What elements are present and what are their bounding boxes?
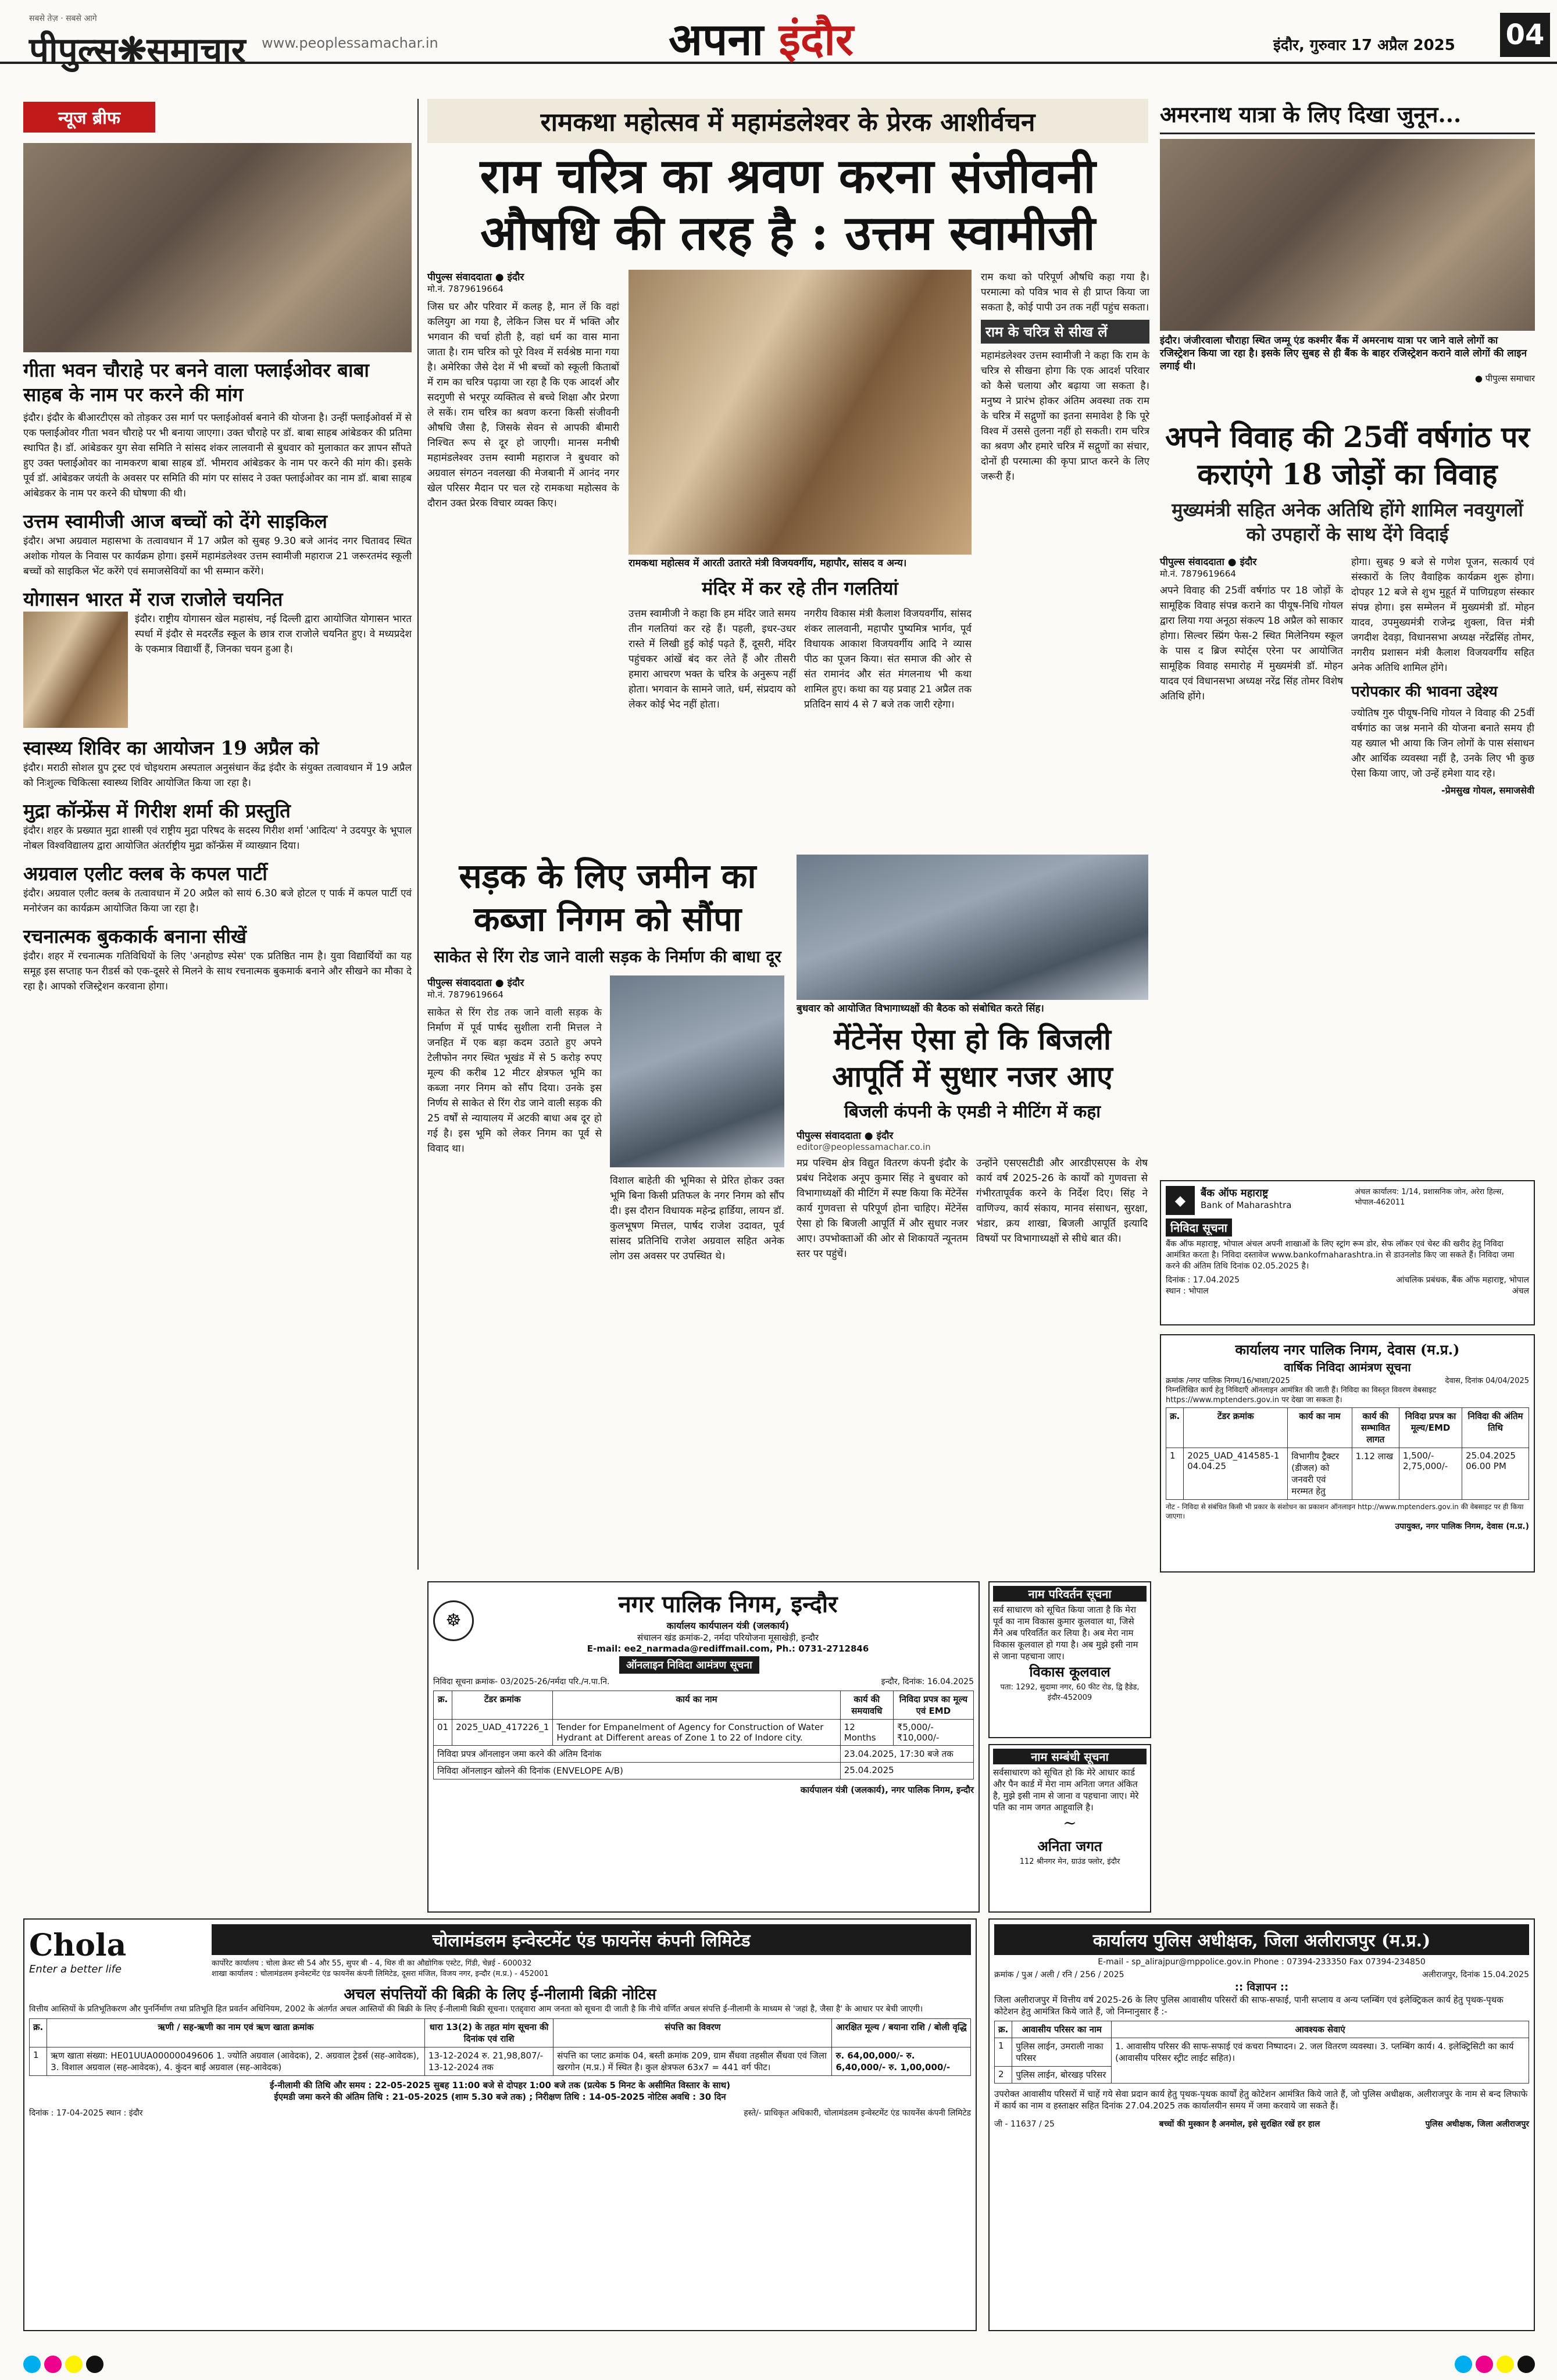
dewas-sign: उपायुक्त, नगर पालिक निगम, देवास (म.प्र.) <box>1395 1522 1529 1531</box>
page-number: 04 <box>1500 13 1550 57</box>
imc-title: नगर पालिक निगम, इन्दौर <box>618 1591 838 1618</box>
dewas-tender-ad <box>1160 1334 1535 1573</box>
imc-th: निविदा प्रपत्र का मूल्य एवं EMD <box>893 1691 973 1720</box>
chola-intro: वित्तीय आस्तियों के प्रतिभूतिकरण और पुनर्निर्माण तथा प्रतिभूति हित प्रवर्तन अधिनियम, 2002 के अंतर्गत अचल आस्तियों की बिक्री के लिए ई-नीलामी बिक्री सूचना। एतद्द्वारा आम जनता को सूचना दी जाती है कि नीचे वर्णित अचल संपत्ति ई-नीलामी के माध्यम से 'जहां है, जैसा है' के आधार पर बेची जाएगी। <box>29 2004 923 2014</box>
wedding-mobile: मो.नं. 7879619664 <box>1160 569 1236 579</box>
brief-body-2: इंदौर। राष्ट्रीय योगासन खेल महासंघ, नई दिल्ली द्वारा आयोजित योगासन भारत स्पर्धा में इंदौर से मदरलैंड स्कूल के छात्र राज राजोले चयनित हुए। वे मध्यप्रदेश के एकमात्र विद्यार्थी हैं, जिनका चयन हुआ है। <box>135 613 412 655</box>
lead-body-3: नगरीय विकास मंत्री कैलाश विजयवर्गीय, सांसद शंकर लालवानी, महापौर पुष्यमित्र भार्गव, पूर्व विधायक आकाश विजयवर्गीय आदि ने व्यास पीठ का पूजन किया। संत समाज की ओर से संत रामानंद और संत मंगलनाथ भी कथा शामिल हुए। कथा का यह प्रवाह 21 अप्रैल तक प्रतिदिन सायं 4 से 7 बजे तक जारी रहेगा। <box>804 608 972 710</box>
dewas-date: देवास, दिनांक 04/04/2025 <box>1445 1377 1529 1385</box>
imc-deadline-value: 23.04.2025, 17:30 बजे तक <box>840 1746 973 1763</box>
brief-title-4: मुद्रा कॉन्फ्रेंस में गिरीश शर्मा की प्रस्तुति <box>23 799 291 822</box>
power-body-2: उन्होंने एसएसटीडी और आरडीएसएस के शेष कार्य वर्ष 2025-26 के कार्यों को गुणवत्ता से गंभीरतापूर्वक करने के निर्देश दिए। सिंह ने वाणिज्य, कार्य संकाय, मानव संसाधन, सुरक्षा, भंडार, क्रय शाखा, बिजली आपूर्ति इत्यादि विषयों पर विभागाध्यक्षों से सीधे बात की। <box>976 1157 1148 1245</box>
brief-body-3: इंदौर। मराठी सोशल ग्रुप ट्रस्ट एवं चोइथराम अस्पताल अनुसंधान केंद्र इंदौर के संयुक्त तत्वावधान में 19 अप्रैल को निःशुल्क चिकित्सा स्वास्थ्य शिविर आयोजित किया जा रहा है। <box>23 762 412 789</box>
lead-headline: राम चरित्र का श्रवण करना संजीवनी औषधि की तरह है : उत्तम स्वामीजी <box>480 148 1096 261</box>
imc-th: क्र. <box>434 1691 452 1720</box>
bank-name: बैंक ऑफ महाराष्ट्र <box>1201 1187 1269 1199</box>
dewas-th: क्र. <box>1166 1408 1184 1448</box>
name-relation-notice <box>988 1744 1151 1913</box>
chola-brand-tag: Enter a better life <box>29 1963 122 1975</box>
amarnath-feature <box>1160 99 1535 401</box>
police-quotation-ad <box>988 1918 1535 2331</box>
dewas-td: 1.12 लाख <box>1352 1448 1399 1500</box>
imc-th: कार्य की समयावधि <box>840 1691 893 1720</box>
signature-mark: ~ <box>1063 1813 1077 1832</box>
imc-office: कार्यालय कार्यपालन यंत्री (जलकार्य) <box>666 1620 790 1631</box>
imc-tender-ad <box>427 1581 980 1913</box>
road-deck: साकेत से रिंग रोड जाने वाली सड़क के निर्माण की बाधा दूर <box>434 947 781 966</box>
lead-body-5: महामंडलेश्वर उत्तम स्वामीजी ने कहा कि राम के चरित्र से सीखना होगा कि एक आदर्श परिवार को कैसे चलाया और बढ़ाया जा सकता है। मनुष्य ने प्रारंभ होकर अंतिम अवस्था तक राम के चरित्र में सद्गुणों का इतना समावेश है कि पूरे विश्व में उससे तुलना नहीं हो सकती। राम चरित्र का श्रवण और हमारे चरित्र में सद्गुणों का संचार, दोनों ही परमात्मा की कृपा प्राप्त करने के लिए जरूरी हैं। <box>981 350 1149 483</box>
imc-td: Tender for Empanelment of Agency for Construction of Water Hydrant at Different areas of Zone 1 to 22 of Indore city. <box>553 1720 840 1746</box>
imc-th: टेंडर क्रमांक <box>452 1691 553 1720</box>
imc-date: इन्दौर, दिनांक: 16.04.2025 <box>881 1677 974 1686</box>
table-row <box>995 2038 1529 2067</box>
wedding-byline: पीपुल्स संवाददाता ● इंदौर <box>1160 556 1257 568</box>
section-title-a: अपना <box>669 13 779 65</box>
police-intro: जिला अलीराजपुर में वित्तीय वर्ष 2025-26 के लिए पुलिस आवासीय परिसरों की साफ-सफाई, पानी सप्लाय व अन्य प्लम्बिंग एवं इलेक्ट्रिकल कार्य हेतु पृथक-पृथक कोटेशन हेतु आमंत्रित किये जाते हैं, जो निम्नानुसार हैं :- <box>994 1995 1504 2017</box>
wedding-headline: अपने विवाह की 25वीं वर्षगांठ पर कराएंगे 18 जोड़ों का विवाह <box>1165 420 1530 491</box>
dewas-td: विभागीय ट्रैक्टर (डीजल) को जनवरी एवं मरम्मत हेतु <box>1288 1448 1352 1500</box>
bank-notice-title: निविदा सूचना <box>1166 1218 1232 1237</box>
dewas-td: 25.04.2025 06.00 PM <box>1462 1448 1529 1500</box>
name-relation-title: नाम सम्बंधी सूचना <box>993 1749 1147 1764</box>
chola-company: चोलामंडलम इन्वेस्टमेंट एंड फायनेंस कंपनी लिमिटेड <box>212 1924 971 1955</box>
wedding-deck: मुख्यमंत्री सहित अनेक अतिथि होंगे शामिल नवयुगलों को उपहारों के साथ देंगे विदाई <box>1172 499 1523 545</box>
wedding-story <box>1160 419 1535 1174</box>
imc-sign: कार्यपालन यंत्री (जलकार्य), नगर पालिक निगम, इन्दौर <box>800 1785 974 1795</box>
lead-kicker: रामकथा महोत्सव में महामंडलेश्वर के प्रेरक आशीर्वचन <box>427 99 1148 143</box>
police-slogan: बच्चों की मुस्कान है अनमोल, इसे सुरक्षित रखें हर हाल <box>1159 2120 1320 2129</box>
name-relation-body: सर्वसाधारण को सूचित हो कि मेरे आधार कार्ड और पैन कार्ड में मेरा नाम अनिता जगत अंकित है, मुझे इसी नाम से जाना व पहचाना जाए। मेरे पति का नाम जगत आहूवालि है। <box>993 1767 1139 1813</box>
dewas-note: नोट - निविदा से संबंधित किसी भी प्रकार के संशोधन का प्रकाशन ऑनलाइन http://www.mptenders.gov.in की वेबसाइट पर ही किया जाएगा। <box>1166 1503 1524 1520</box>
police-th: क्र. <box>995 2021 1012 2038</box>
lead-body-2: उत्तम स्वामीजी ने कहा कि हम मंदिर जाते समय तीन गलतियां कर रहे हैं। पहली, इधर-उधर रास्ते में लिखी हुई कोई पढ़ते हैं, दूसरी, मंदिर पहुंचकर आंखें बंद कर लेते हैं और तीसरी हमारा आचरण भक्त के चरित्र के अनुरूप नहीं होता। भगवान के सामने जाते, धर्म, संप्रदाय को लेकर कोई भेद नहीं होता। <box>628 608 796 710</box>
bank-tender-ad <box>1160 1180 1535 1325</box>
chola-td: संपत्ति का प्लाट क्रमांक 04, बस्ती क्रमांक 209, ग्राम सैंधवा तहसील सैंधवा एवं जिला खरगोन (म.प्र.) में स्थित है। कुल क्षेत्रफल 63x7 = 441 वर्ग फीट। <box>553 2047 832 2076</box>
imc-sub: संचालन खंड क्रमांक-2, नर्मदा परियोजना मूसाखेड़ी, इन्दौर <box>637 1632 819 1643</box>
chola-logo <box>29 1928 203 1975</box>
police-td: 1 <box>995 2038 1012 2067</box>
imc-table <box>433 1691 974 1779</box>
wedding-body-3: ज्योतिष गुरु पीयूष-निधि गोयल ने विवाह की 25वीं वर्षगांठ का जश्न मनाने की योजना बनाते समय ही यह ख्याल भी आया कि जिन लोगों के पास संसाधन और आर्थिक व्यवस्था नहीं है, उनके लिए भी कुछ ऐसा किया जाए, जो उन्हें हमेशा याद रहे। <box>1351 707 1534 780</box>
chola-auction-dates: ई-नीलामी की तिथि और समय : 22-05-2025 सुबह 11:00 बजे से दोपहर 1:00 बजे तक (प्रत्येक 5 मिनट के असीमित विस्तार के साथ) <box>269 2080 731 2090</box>
magenta-mark-icon <box>1476 2356 1493 2373</box>
name-change-address: पता: 1292, सुदामा नगर, 60 फीट रोड, द्वि हैडेड, इंदौर-452009 <box>1000 1683 1140 1702</box>
road-byline: पीपुल्स संवाददाता ● इंदौर <box>427 977 524 989</box>
newspaper-logo <box>29 13 245 73</box>
power-headline: मेंटेनेंस ऐसा हो कि बिजली आपूर्ति में सुधार नजर आए <box>832 1022 1113 1093</box>
student-photo <box>23 612 128 728</box>
dewas-th: निविदा की अंतिम तिथि <box>1462 1408 1529 1448</box>
registration-marks <box>23 2356 1535 2377</box>
road-photo <box>610 975 784 1167</box>
road-body-2: विशाल बाहेती की भूमिका से प्रेरित होकर उक्त भूमि बिना किसी प्रतिफल के नगर निगम को सौंप दी। इस दौरान विधायक महेन्द्र हार्डिया, लायन डॉ. कुलभूषण मित्तल, पार्षद राजेश उदावत, पूर्व सांसद प्रतिनिधि राजेश अग्रवाल सहित अनेक लोग उस अवसर पर उपस्थित थे। <box>610 1175 784 1262</box>
brief-body-5: इंदौर। अग्रवाल एलीट क्लब के तत्वावधान में 20 अप्रैल को सायं 6.30 बजे होटल ए पार्क में कपल पार्टी एवं मनोरंजन का कार्यक्रम आयोजित किया जा रहा है। <box>23 888 412 914</box>
lead-body-4: राम कथा को परिपूर्ण औषधि कहा गया है। परमात्मा को पवित्र भाव से ही प्राप्त किया जा सकता है, कोई पापी उन तक नहीं पहुंच सकता। <box>981 271 1149 313</box>
dewas-th: निविदा प्रपत्र का मूल्य/EMD <box>1399 1408 1462 1448</box>
chola-td: ऋण खाता संख्या: HE01UUA00000049606 1. ज्योति अग्रवाल (आवेदक), 2. अग्रवाल ट्रेडर्स (सह-आवेदक), 3. विशाल अग्रवाल (सह-आवेदक), 4. कुंदन बाई अग्रवाल (सह-आवेदक) <box>47 2047 425 2076</box>
website-url[interactable]: www.peoplessamachar.in <box>262 35 438 51</box>
bank-place: स्थान : भोपाल <box>1166 1287 1209 1296</box>
black-mark-icon <box>86 2356 103 2373</box>
logo-tagline: सबसे तेज़ · सबसे आगे <box>29 14 97 23</box>
name-relation-name: अनिता जगत <box>1037 1838 1102 1854</box>
imc-contact: E-mail: ee2_narmada@rediffmail.com, Ph.: 0731-2712846 <box>587 1643 869 1654</box>
imc-opening-value: 25.04.2025 <box>840 1763 973 1779</box>
brief-title-3: स्वास्थ्य शिविर का आयोजन 19 अप्रैल को <box>23 737 319 759</box>
brief-title-1: उत्तम स्वामीजी आज बच्चों को देंगे साइकिल <box>23 510 327 533</box>
power-body: मप्र पश्चिम क्षेत्र विद्युत वितरण कंपनी इंदौर के प्रबंध निदेशक अनूप कुमार सिंह ने बुधवार को विभागाध्यक्षों की मीटिंग में स्पष्ट किया कि मेंटेनेंस कार्य गुणवत्ता से परिपूर्ण होना चाहिए। मेंटेनेंस ऐसा हो कि बिजली आपूर्ति में और सुधार नजर आए। उपभोक्ताओं की ओर से शिकायतें न्यूनतम स्तर पर पहुंचें। <box>797 1157 968 1260</box>
police-table <box>994 2021 1529 2084</box>
bank-name-en: Bank of Maharashtra <box>1201 1200 1292 1210</box>
lead-byline: पीपुल्स संवाददाता ● इंदौर <box>427 271 524 283</box>
lead-mobile: मो.नं. 7879619664 <box>427 284 503 294</box>
police-td: 2 <box>995 2067 1012 2084</box>
bank-notice-body: बैंक ऑफ महाराष्ट्र, भोपाल अंचल अपनी शाखाओं के लिए स्ट्रांग रूम डोर, सेफ लॉकर एवं चेस्ट की खरीद हेतु निविदा आमंत्रित करता है। निविदा दस्तावेज www.bankofmaharashtra.in से डाउनलोड किए जा सकते हैं। निविदा जमा करने की अंतिम तिथि दिनांक 02.05.2025 है। <box>1166 1239 1515 1271</box>
brief-body-4: इंदौर। शहर के प्रख्यात मुद्रा शास्त्री एवं राष्ट्रीय मुद्रा परिषद के सदस्य गिरीश शर्मा 'आदित्य' ने उदयपुर के भूपाल नोबल विश्वविद्यालय द्वारा आयोजित अंतर्राष्ट्रीय मुद्रा कॉन्फ्रेंस में व्याख्यान दिया। <box>23 825 412 852</box>
police-sign: पुलिस अधीक्षक, जिला अलीराजपुर <box>1425 2120 1529 2129</box>
yellow-mark-icon <box>65 2356 83 2373</box>
police-td: पुलिस लाईन, बोरखड़ परिसर <box>1012 2067 1112 2084</box>
imc-banner: ऑनलाइन निविदा आमंत्रण सूचना <box>619 1656 759 1674</box>
amarnath-headline: अमरनाथ यात्रा के लिए दिखा जुनून... <box>1160 99 1535 134</box>
section-title <box>669 8 854 68</box>
bank-date: दिनांक : 17.04.2025 <box>1166 1275 1240 1285</box>
dewas-td: 1,500/- 2,75,000/- <box>1399 1448 1462 1500</box>
chola-emd: ईएमडी जमा करने की अंतिम तिथि : 21-05-2025 (शाम 5.30 बजे तक) ; निरीक्षण तिथि : 14-05-2025 नोटिस अवधि : 30 दिन <box>274 2092 726 2102</box>
police-date: अलीराजपुर, दिनांक 15.04.2025 <box>1422 1970 1529 1979</box>
chola-office: कार्पोरेट कार्यालय : चोला क्रेस्ट सी 54 और 55, सुपर बी - 4, थिरु वी का औद्योगिक एस्टेट, गिंडी, चेन्नई - 600032 <box>212 1959 532 1968</box>
chola-brand: Chola <box>29 1927 127 1963</box>
logo-text: पीपुल्स❋समाचार <box>29 30 246 71</box>
dewas-th: टेंडर क्रमांक <box>1184 1408 1288 1448</box>
police-contact: E-mail - sp_alirajpur@mppolice.gov.in Phone : 07394-233350 Fax 07394-234850 <box>1098 1957 1426 1967</box>
bank-sign: आंचलिक प्रबंधक, बैंक ऑफ महाराष्ट्र, भोपाल अंचल <box>1396 1275 1529 1296</box>
power-deck: बिजली कंपनी के एमडी ने मीटिंग में कहा <box>844 1102 1101 1122</box>
chola-th: आरक्षित मूल्य / बयाना राशि / बोली वृद्धि <box>832 2019 971 2047</box>
imc-emblem-icon: ☸ <box>433 1600 474 1641</box>
road-body: साकेत से रिंग रोड तक जाने वाली सड़क के निर्माण में पूर्व पार्षद सुशीला रानी मित्तल ने जनहित में एक बड़ा कदम उठाते हुए अपने टेलीफोन नगर स्थित भूखंड में से 5 करोड़ रुपए मूल्य की करीब 12 मीटर क्षेत्रफल भूमि का कब्जा नगर निगम को सौंप दिया। उनके इस निर्णय से साकेत से रिंग रोड जाने वाली सड़क की 25 वर्षों से न्यायालय में अटकी बाधा अब दूर हो गई है। इस भूमि को लेकर निगम का पूर्व से विवाद था। <box>427 1007 602 1155</box>
chola-auction-ad <box>23 1918 977 2331</box>
lead-subhead: मंदिर में कर रहे तीन गलतियां <box>702 577 898 599</box>
lead-story <box>427 99 1148 843</box>
chola-td: 13-12-2024 रु. 21,98,807/- 13-12-2024 तक <box>424 2047 553 2076</box>
section-title-b: इंदौर <box>779 13 854 65</box>
black-mark-icon <box>1517 2356 1535 2373</box>
power-byline: पीपुल्स संवाददाता ● इंदौर <box>797 1130 894 1142</box>
wedding-body: अपने विवाह की 25वीं वर्षगांठ पर 18 जोड़ों के सामूहिक विवाह संपन्न कराने का पीयूष-निधि गोयल द्वारा लिया गया अनूठा संकल्प 18 अप्रैल को साकार होगा। सिल्वर स्प्रिंग फेस-2 स्थित मिलेनियम स्कूल के पास द ब्रिज स्पोर्ट्स एरेना पर आयोजित सामूहिक विवाह समारोह में मुख्यमंत्री डॉ. मोहन यादव एवं विधानसभा अध्यक्ष नरेंद्र सिंह तोमर विशेष अतिथि होंगे। <box>1160 585 1343 702</box>
police-ref: क्रमांक / पुअ / अली / रनि / 256 / 2025 <box>994 1970 1124 1979</box>
dewas-subtitle: वार्षिक निविदा आमंत्रण सूचना <box>1284 1360 1411 1374</box>
imc-td: 01 <box>434 1720 452 1746</box>
bank-office: अंचल कार्यालय: 1/14, प्रशासनिक जोन, अरेरा हिल्स, भोपाल-462011 <box>1355 1188 1504 1207</box>
imc-td: 12 Months <box>840 1720 893 1746</box>
news-brief-label: न्यूज ब्रीफ <box>23 102 155 133</box>
name-change-title: नाम परिवर्तन सूचना <box>993 1586 1147 1602</box>
road-story <box>427 855 788 1570</box>
police-title: कार्यालय पुलिस अधीक्षक, जिला अलीराजपुर (म.प्र.) <box>994 1924 1529 1955</box>
chola-td: 1 <box>30 2047 47 2076</box>
chola-th: संपत्ति का विवरण <box>553 2019 832 2047</box>
imc-opening-label: निविदा ऑनलाइन खोलने की दिनांक (ENVELOPE A/B) <box>434 1763 841 1779</box>
brief-body-1: इंदौर। अभा अग्रवाल महासभा के तत्वावधान में 17 अप्रैल को सुबह 9.30 बजे आनंद नगर चितावद स्थित अशोक गोयल के निवास पर कार्यक्रम होगा। इसमें महामंडलेश्वर उत्तम स्वामीजी महाराज 21 जरूरतमंद स्कूली बच्चों को साइकिल भेंट करेंगे एवं समाजसेवियों का भी सम्मान करेंगे। <box>23 535 412 577</box>
meeting-photo-caption: बुधवार को आयोजित विभागाध्यक्षों की बैठक को संबोधित करते सिंह। <box>797 1003 1044 1014</box>
dewas-ref: क्रमांक /नगर पालिक निगम/16/भाशा/2025 <box>1166 1377 1290 1385</box>
name-change-name: विकास कूलवाल <box>1029 1663 1110 1680</box>
imc-deadline-label: निविदा प्रपत्र ऑनलाइन जमा करने की अंतिम दिनांक <box>434 1746 841 1763</box>
chola-footer: दिनांक : 17-04-2025 स्थान : इंदौर <box>29 2109 143 2118</box>
police-td: 1. आवासीय परिसर की साफ-सफाई एवं कचरा निष्पादन। 2. जल वितरण व्यवस्था। 3. प्लम्बिंग कार्य। 4. इलेक्ट्रिसिटी का कार्य (आवासीय परिसर स्ट्रीट लाईट सहित)। <box>1112 2038 1529 2084</box>
wedding-sign: -प्रेमसुख गोयल, समाजसेवी <box>1441 785 1534 796</box>
amarnath-caption: इंदौर। जंजीरवाला चौराहा स्थित जम्मू एंड कश्मीर बैंक में अमरनाथ यात्रा पर जाने वाले लोगों का रजिस्ट्रेशन किया जा रहा है। इसके लिए सुबह से ही बैंक के बाहर रजिस्ट्रेशन कराने वाले लोगों की लाइन लगाई थी। <box>1160 335 1527 372</box>
brief-title-6: रचनात्मक बुककार्क बनाना सीखें <box>23 925 247 948</box>
cyan-mark-icon <box>1455 2356 1472 2373</box>
chola-notice-title: अचल संपत्तियों की बिक्री के लिए ई-नीलामी बिक्री नोटिस <box>344 1986 656 2003</box>
meeting-photo <box>797 855 1148 1000</box>
imc-td: 2025_UAD_417226_1 <box>452 1720 553 1746</box>
power-email[interactable]: editor@peoplessamachar.co.in <box>797 1142 931 1152</box>
lead-subhead-2: राम के चरित्र से सीख लें <box>981 320 1149 344</box>
name-change-notice <box>988 1581 1151 1738</box>
table-row <box>434 1720 974 1746</box>
dewas-td: 2025_UAD_414585-1 04.04.25 <box>1184 1448 1288 1500</box>
ramkatha-photo <box>628 270 972 555</box>
brief-title-2: योगासन भारत में राज राजोले चयनित <box>23 588 283 610</box>
dewas-title: कार्यालय नगर पालिक निगम, देवास (म.प्र.) <box>1235 1341 1460 1358</box>
dewas-intro: निम्नलिखित कार्य हेतु निविदाएँ ऑनलाइन आमंत्रित की जाती हैं। निविदा का विस्तृत विवरण वेबसाइट https://www.mptenders.gov.in पर देखा जा सकता है। <box>1166 1386 1437 1405</box>
news-brief-column <box>23 102 412 1497</box>
chola-table <box>29 2018 971 2076</box>
magenta-mark-icon <box>44 2356 62 2373</box>
chola-td: रु. 64,00,000/- रु. 6,40,000/- रु. 1,00,000/- <box>832 2047 971 2076</box>
imc-ref: निविदा सूचना क्रमांक- 03/2025-26/नर्मदा परि./न.पा.नि. <box>433 1677 610 1686</box>
police-td: पुलिस लाईन, उमराली नाका परिसर <box>1012 2038 1112 2067</box>
police-banner: :: विज्ञापन :: <box>1234 1981 1289 1993</box>
police-body: उपरोक्त आवासीय परिसरों में चाहें गये सेवा प्रदान कार्य हेतु पृथक-पृथक कार्यों हेतु कोटेशन आमंत्रित किये जाते हैं, जो पुलिस अधीक्षक, अलीराजपुर के नाम से बन्द लिफाफे में कार्य का नाम व हस्ताक्षर सहित दिनांक 27.04.2025 तक कार्यालयीन समय में जमा करवाये जा सकते हैं। <box>994 2089 1528 2111</box>
masthead <box>0 0 1557 71</box>
wedding-subhead: परोपकार की भावना उद्देश्य <box>1351 683 1498 701</box>
ramkatha-photo-caption: रामकथा महोत्सव में आरती उतारते मंत्री विजयवर्गीय, महापौर, सांसद व अन्य। <box>628 558 907 569</box>
road-mobile: मो.नं. 7879619664 <box>427 989 503 1000</box>
wedding-body-2: होगा। सुबह 9 बजे से गणेश पूजन, सत्कार्य एवं संस्कारों के लिए वैवाहिक कार्यक्रम शुरू होगा। दोपहर 12 बजे से शुभ मुहूर्त में पाणिग्रहण संस्कार संपन्न होगा। इस सम्मेलन में मुख्यमंत्री डॉ. मोहन यादव, उपमुख्यमंत्री राजेन्द्र शुक्ला, वित्त मंत्री जगदीश देवड़ा, विधानसभा अध्यक्ष नरेंद्रसिंह तोमर, नगरीय प्रशासन मंत्री कैलाश विजयवर्गीय सहित अनेक अतिथि शामिल होंगे। <box>1351 556 1534 674</box>
name-change-body: सर्व साधारण को सूचित किया जाता है कि मेरा पूर्व का नाम विकास कुमार कूलवाल था, जिसे मैंने अब परिवर्तित कर लिया है। अब मेरा नाम विकास कूलवाल हो गया है। अब मुझे इसी नाम से जाना पहचाना जाए। <box>993 1604 1138 1661</box>
power-story <box>797 855 1148 1570</box>
brief-title-5: अग्रवाल एलीट क्लब के कपल पार्टी <box>23 862 267 885</box>
imc-td: ₹5,000/- ₹10,000/- <box>893 1720 973 1746</box>
imc-th: कार्य का नाम <box>553 1691 840 1720</box>
brief-title-0: गीता भवन चौराहे पर बनने वाला फ्लाईओवर बाबा साहब के नाम पर करने की मांग <box>23 359 369 406</box>
chola-th: धारा 13(2) के तहत मांग सूचना की दिनांक एवं राशि <box>424 2019 553 2047</box>
lead-body-1: जिस घर और परिवार में कलह है, मान लें कि वहां कलियुग आ गया है, लेकिन जिस घर में भक्ति और भगवान की चर्चा होती है, वहां धर्म का वास माना जाता है। राम चरित्र को पूरे विश्व में सर्वश्रेष्ठ माना गया है। अमेरिका जैसे देश में भी बच्चों को स्कूली किताबों में राम का चरित्र पढ़ाया जा रहा है कि एक आदर्श और सदगुणी से भरपूर व्यक्तित्व से बच्चे शिक्षा और प्रेरणा ले सकें। राम चरित्र का श्रवण करना किसी संजीवनी औषधि जैसा है, जिसके सेवन से आपकी बीमारी निश्चित रूप से दूर हो जाएगी। मानस मनीषी महामंडलेश्वर उत्तम स्वामी महाराज ने बुधवार को अग्रवाल संगठन नवलखा की मेजबानी में आनंद नगर खेल परिसर मैदान पर चल रहे रामकथा महोत्सव के दौरान उक्त प्रेरक विचार व्यक्त किए। <box>427 301 619 509</box>
police-th: आवश्यक सेवाएं <box>1112 2021 1529 2038</box>
brief-photo <box>23 143 412 352</box>
chola-branch: शाखा कार्यालय : चोलामंडलम इन्वेस्टमेंट एंड फायनेंस कंपनी लिमिटेड, दूसरा मंजिल, विजय नगर, इन्दौर (म.प्र.) - 452001 <box>212 1970 549 1978</box>
brief-body-0: इंदौर। इंदौर के बीआरटीएस को तोड़कर उस मार्ग पर फ्लाईओवर्स बनाने की योजना है। उन्हीं फ्लाईओवर्स में से एक फ्लाईओवर गीता भवन चौराहे पर भी बनाया जाएगा। उक्त चौराहे पर डॉ. बाबा साहब आंबेडकर की प्रतिमा स्थापित है। डॉ. आंबेडकर युग सेवा समिति ने सांसद शंकर लालवानी से बुधवार को मुलाकात कर ज्ञापन सौंपते हुए उक्त फ्लाईओवर का नामकरण बाबा साहब डॉ. भीमराव आंबेडकर के नाम पर करने की मांग की। इसके पूर्व डॉ. आंबेडकर जयंती के अवसर पर समिति की मांग पर सांसद ने उक्त फ्लाईओवर का नाम डॉ. बाबा साहब आंबेडकर के नाम पर करने की घोषणा की थी। <box>23 412 412 499</box>
table-row <box>30 2047 971 2076</box>
chola-th: क्र. <box>30 2019 47 2047</box>
bank-logo-icon: ◆ <box>1166 1186 1195 1215</box>
brief-body-6: इंदौर। शहर में रचनात्मक गतिविधियों के लिए 'अनहोण्ड स्पेस' एक प्रतिष्ठित नाम है। युवा विद्यार्थियों का यह समूह इस सप्ताह फन रीडर्स को एक-दूसरे से मिलने के साथ रचनात्मक बुकमार्क बनाने और सीखने का मौका दे रहा है। आपको रजिस्ट्रेशन करवाना होगा। <box>23 950 412 992</box>
dewas-table <box>1166 1407 1529 1500</box>
yellow-mark-icon <box>1497 2356 1514 2373</box>
dateline: इंदौर, गुरुवार 17 अप्रैल 2025 <box>1273 37 1455 54</box>
road-headline: सड़क के लिए जमीन का कब्जा निगम को सौंपा <box>459 856 756 939</box>
amarnath-photo <box>1160 139 1535 331</box>
chola-sign: हस्ते/- प्राधिकृत अधिकारी, चोलामंडलम इन्वेस्टमेंट एंड फायनेंस कंपनी लिमिटेड <box>744 2109 971 2118</box>
amarnath-credit: ● पीपुल्स समाचार <box>1474 373 1535 384</box>
cyan-mark-icon <box>23 2356 41 2373</box>
dewas-th: कार्य का नाम <box>1288 1408 1352 1448</box>
police-code: जी - 11637 / 25 <box>994 2120 1055 2129</box>
chola-th: ऋणी / सह-ऋणी का नाम एवं ऋण खाता क्रमांक <box>47 2019 425 2047</box>
dewas-td: 1 <box>1166 1448 1184 1500</box>
police-th: आवासीय परिसर का नाम <box>1012 2021 1112 2038</box>
table-row <box>1166 1448 1529 1500</box>
dewas-th: कार्य की सम्भावित लागत <box>1352 1408 1399 1448</box>
column-divider <box>417 99 419 1570</box>
name-relation-address: 112 श्रीनगर मेन, ग्राउंड फ्लोर, इंदौर <box>1019 1857 1120 1866</box>
